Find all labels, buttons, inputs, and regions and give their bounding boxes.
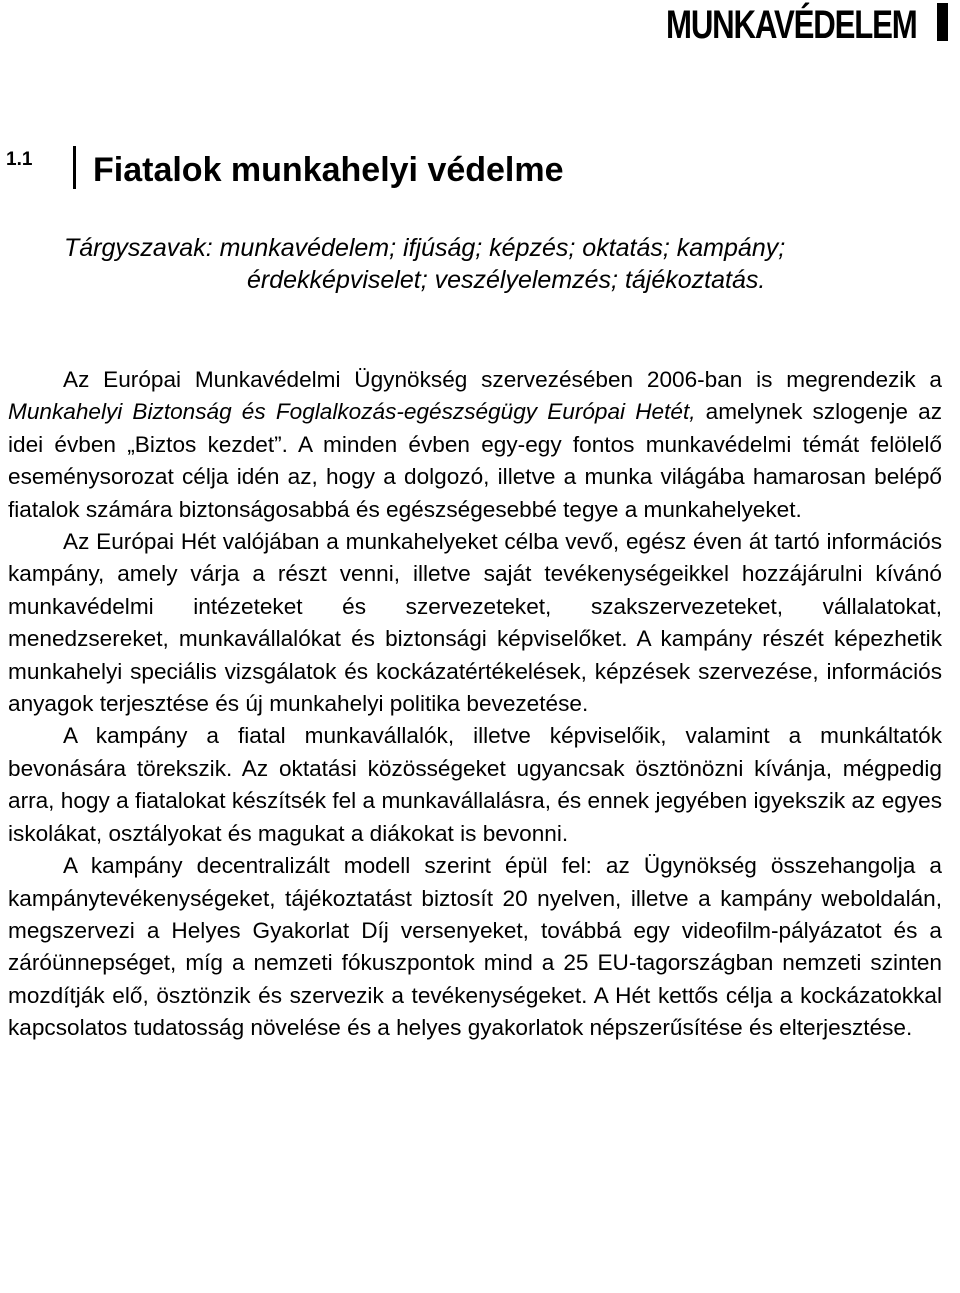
section-number: 1.1 (6, 149, 33, 170)
paragraph-1-part-a: Az Európai Munkavédelmi Ügynökség szervezésében 2006-ban is megrendezik a (63, 367, 942, 392)
paragraph-4: A kampány decentralizált modell szerint épül fel: az Ügynökség összehangolja a kampánytevékenységeket, tájékoztatást biztosít 20 nyelven, illetve a kampány weboldalán, megszervezi a Helyes Gyakorlat Díj versenyeket, továbbá egy videofilm-pályázatot és a záróünnepséget, míg a nemzeti fókuszpontok mind a 25 EU-tagországban nemzeti szinten mozdítják elő, ösztönzik és szervezik a tevékenységeket. A Hét kettős célja a kockázatokkal kapcsolatos tudatosság növelése és a helyes gyakorlatok népszerűsítése és elterjesztése. (8, 853, 942, 1041)
keywords-block (64, 232, 944, 296)
header-bar-decoration (937, 3, 948, 41)
paragraph-3: A kampány a fiatal munkavállalók, illetve képviselőik, valamint a munkáltatók bevonására törekszik. Az oktatási közösségeket ugyancsak ösztönözni kívánja, mégpedig arra, hogy a fiatalokat készítsék fel a munkavállalásra, és ennek jegyében igyekszik az egyes iskolákat, osztályokat és magukat a diákokat is bevonni. (8, 723, 942, 846)
running-header-title: MUNKAVÉDELEM (666, 3, 917, 47)
keywords-line-1: Tárgyszavak: munkavédelem; ifjúság; képzés; oktatás; kampány; (64, 234, 786, 262)
section-divider-rule (73, 146, 76, 189)
section-title: Fiatalok munkahelyi védelme (93, 151, 564, 189)
keywords-line-2: érdekképviselet; veszélyelemzés; tájékoztatás. (247, 266, 766, 294)
paragraph-1 (8, 364, 942, 526)
paragraph-2: Az Európai Hét valójában a munkahelyeket célba vevő, egész éven át tartó információs kampány, amely várja a részt venni, illetve saját tevékenységeikkel hozzájárulni kívánó munkavédelmi intézeteket és szervezeteket, szakszervezeteket, vállalatokat, menedzsereket, munkavállalókat és biztonsági képviselőket. A kampány részét képezhetik munkahelyi speciális vizsgálatok és kockázatértékelések, képzések szervezése, információs anyagok terjesztése és új munkahelyi politika bevezetése. (8, 529, 942, 717)
paragraph-1-part-c: amelynek szlogenje az idei évben „Biztos kezdet”. A minden évben egy-egy fontos munkavédelmi témát felölelő eseménysorozat célja idén az, hogy a dolgozó, illetve a munka világába hamarosan belépő fiatalok számára biztonságosabbá és egészségesebbé tegye a munkahelyeket. (8, 399, 942, 522)
event-name-italic: Munkahelyi Biztonság és Foglalkozás-egészségügy Európai Hetét, (8, 399, 696, 425)
article-body (8, 364, 942, 1045)
